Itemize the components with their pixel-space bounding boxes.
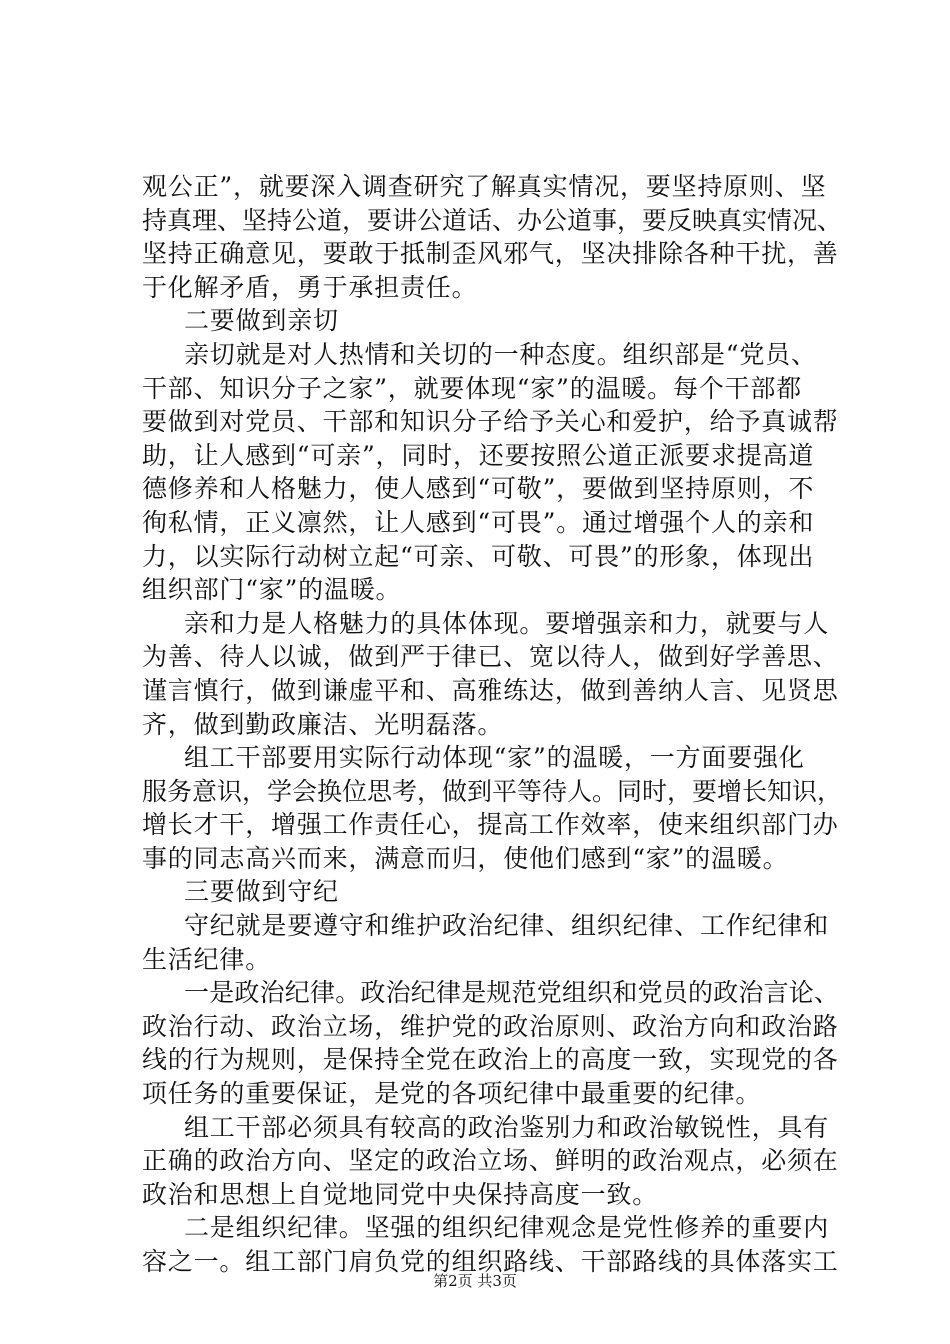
text-line: 要做到对党员、干部和知识分子给予关心和爱护，给予真诚帮 bbox=[142, 407, 839, 437]
text-line: 事的同志高兴而来，满意而归，使他们感到“家”的温暖。 bbox=[142, 843, 789, 873]
page-footer: 第2页 共3页 bbox=[433, 1272, 517, 1290]
text-line: 助，让人感到“可亲”，同时，还要按照公道正派要求提高道 bbox=[142, 440, 815, 470]
text-line: 服务意识，学会换位思考，做到平等待人。同时，要增长知识， bbox=[142, 776, 843, 806]
text-line: 亲切就是对人热情和关切的一种态度。组织部是“党员、 bbox=[184, 339, 817, 369]
text-line: 干部、知识分子之家”，就要体现“家”的温暖。每个干部都 bbox=[142, 373, 802, 403]
text-line: 徇私情，正义凛然，让人感到“可畏”。通过增强个人的亲和 bbox=[142, 507, 815, 537]
document-body bbox=[142, 170, 842, 1279]
text-line: 力，以实际行动树立起“可亲、可敬、可畏”的形象，体现出 bbox=[142, 541, 815, 571]
text-line: 二要做到亲切 bbox=[184, 306, 339, 336]
text-line: 二是组织纪律。坚强的组织纪律观念是党性修养的重要内 bbox=[184, 1213, 830, 1243]
text-line: 谨言慎行，做到谦虚平和、高雅练达，做到善纳人言、见贤思 bbox=[142, 675, 839, 705]
text-line: 德修养和人格魅力，使人感到“可敬”，要做到坚持原则，不 bbox=[142, 474, 815, 504]
text-line: 为善、待人以诚，做到严于律已、宽以待人，做到好学善思、 bbox=[142, 642, 839, 672]
text-line: 生活纪律。 bbox=[142, 944, 272, 974]
text-line: 组织部门“家”的温暖。 bbox=[142, 575, 402, 605]
text-line: 容之一。组工部门肩负党的组织路线、干部路线的具体落实工 bbox=[142, 1247, 839, 1276]
text-line: 增长才干，增强工作责任心，提高工作效率，使来组织部门办 bbox=[142, 810, 839, 840]
text-line: 坚持正确意见，要敢于抵制歪风邪气，坚决排除各种干扰，善 bbox=[142, 239, 839, 269]
text-line: 项任务的重要保证，是党的各项纪律中最重要的纪律。 bbox=[142, 1079, 762, 1109]
text-line: 正确的政治方向、坚定的政治立场、鲜明的政治观点，必须在 bbox=[142, 1146, 839, 1176]
text-line: 守纪就是要遵守和维护政治纪律、组织纪律、工作纪律和 bbox=[184, 911, 830, 941]
text-line: 一是政治纪律。政治纪律是规范党组织和党员的政治言论、 bbox=[184, 978, 840, 1008]
text-line: 组工干部要用实际行动体现“家”的温暖，一方面要强化 bbox=[184, 743, 805, 773]
text-line: 亲和力是人格魅力的具体体现。要增强亲和力，就要与人 bbox=[184, 608, 830, 638]
text-line: 政治和思想上自觉地同党中央保持高度一致。 bbox=[142, 1179, 659, 1209]
text-line: 于化解矛盾，勇于承担责任。 bbox=[142, 272, 478, 302]
text-line: 政治行动、政治立场，维护党的政治原则、政治方向和政治路 bbox=[142, 1011, 839, 1041]
text-line: 组工干部必须具有较高的政治鉴别力和政治敏锐性，具有 bbox=[184, 1112, 830, 1142]
text-line: 齐，做到勤政廉洁、光明磊落。 bbox=[142, 709, 504, 739]
text-line: 持真理、坚持公道，要讲公道话、办公道事，要反映真实情况、 bbox=[142, 205, 843, 235]
text-line: 三要做到守纪 bbox=[184, 877, 339, 907]
text-line: 观公正”，就要深入调查研究了解真实情况，要坚持原则、坚 bbox=[142, 172, 827, 201]
text-line: 线的行为规则，是保持全党在政治上的高度一致，实现党的各 bbox=[142, 1045, 839, 1075]
